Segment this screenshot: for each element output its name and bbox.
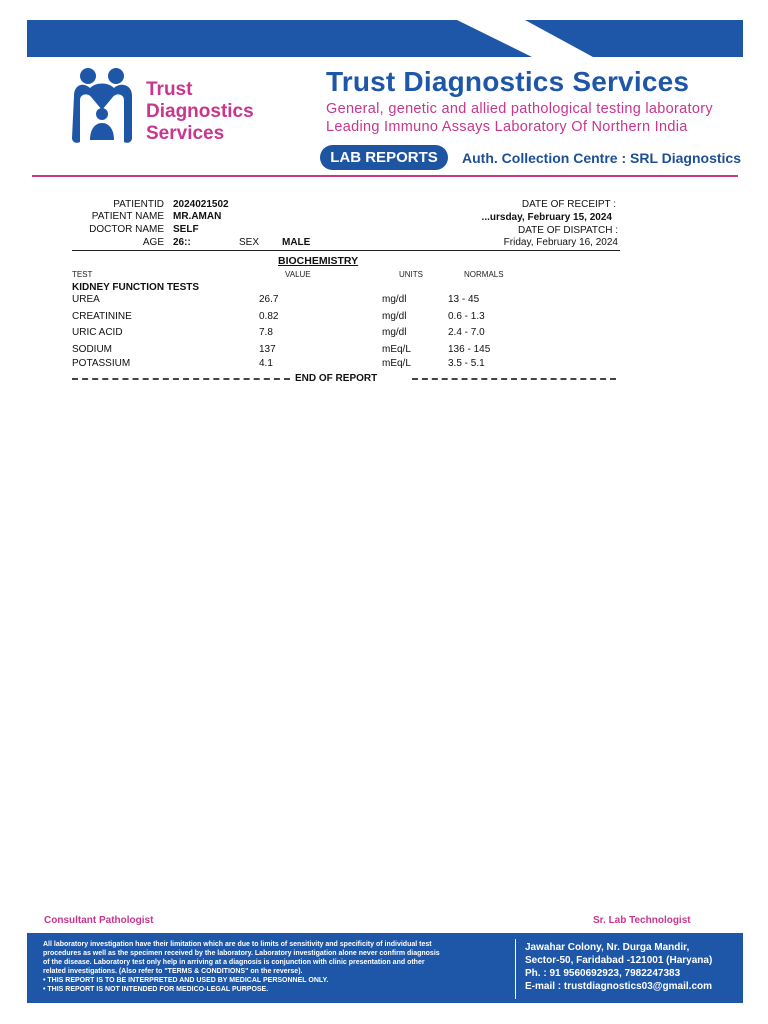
test-value: 7.8 [259, 327, 273, 338]
test-normal: 136 - 145 [448, 344, 491, 355]
test-value: 0.82 [259, 311, 279, 322]
sex-value: MALE [282, 237, 311, 248]
test-group-title: KIDNEY FUNCTION TESTS [72, 282, 200, 293]
receipt-date-value: ...ursday, February 15, 2024 [481, 212, 612, 223]
lab-technologist: Sr. Lab Technologist [593, 915, 691, 926]
address-line-1: Jawahar Colony, Nr. Durga Mandir, [525, 942, 690, 953]
test-normal: 2.4 - 7.0 [448, 327, 485, 338]
col-units: UNITS [399, 270, 423, 279]
test-name: POTASSIUM [72, 358, 131, 369]
test-unit: mEq/L [382, 358, 411, 369]
info-divider [72, 250, 620, 251]
header-divider [32, 175, 738, 177]
test-name: SODIUM [72, 344, 112, 355]
end-divider-left [72, 378, 290, 380]
test-normal: 13 - 45 [448, 294, 480, 305]
disclaimer [43, 940, 519, 994]
test-normal: 3.5 - 5.1 [448, 358, 485, 369]
test-name: URIC ACID [72, 327, 123, 338]
test-value: 137 [259, 344, 276, 355]
email: E-mail : trustdiagnostics03@gmail.com [525, 981, 713, 992]
age-value: 26:: [173, 237, 191, 248]
test-value: 26.7 [259, 294, 279, 305]
lab-subtitle-1: General, genetic and allied pathological testing laboratory [326, 101, 713, 117]
end-divider-right [412, 378, 616, 380]
disclaimer-line: related investigations. (Also refer to "TERMS & CONDITIONS" on the reverse). [43, 968, 303, 975]
end-of-report: END OF REPORT [295, 373, 378, 384]
header-band [27, 20, 743, 57]
dispatch-date-value: Friday, February 16, 2024 [503, 237, 618, 248]
disclaimer-line: • THIS REPORT IS NOT INTENDED FOR MEDICO-LEGAL PURPOSE. [43, 986, 269, 993]
test-unit: mg/dl [382, 294, 407, 305]
disclaimer-line: • THIS REPORT IS TO BE INTERPRETED AND USED BY MEDICAL PERSONNEL ONLY. [43, 977, 329, 984]
doctor-name-value: SELF [173, 224, 199, 235]
phone: Ph. : 91 9560692923, 7982247383 [525, 968, 681, 979]
patient-id-label: PATIENTID [113, 199, 164, 210]
disclaimer-line: All laboratory investigation have their limitation which are due to limits of sensitivity and specificity of individual test [43, 941, 432, 948]
disclaimer-line: of the disease. Laboratory test only help in arriving at a diagnosis is conjunction with clinic presentation and other [43, 959, 425, 966]
sex-label: SEX [239, 237, 260, 248]
lab-reports-badge: LAB REPORTS [320, 145, 448, 170]
logo-line-1: Trust [146, 79, 193, 100]
test-name: UREA [72, 294, 100, 305]
lab-title: Trust Diagnostics Services [326, 66, 690, 97]
doctor-name-label: DOCTOR NAME [89, 224, 164, 235]
dispatch-date-label: DATE OF DISPATCH : [517, 225, 618, 236]
patient-name-label: PATIENT NAME [91, 211, 164, 222]
col-normals: NORMALS [464, 270, 504, 279]
collection-centre: Auth. Collection Centre : SRL Diagnostics [462, 150, 741, 166]
contact-details [525, 941, 712, 993]
test-unit: mEq/L [382, 344, 411, 355]
col-test: TEST [72, 270, 93, 279]
section-title: BIOCHEMISTRY [278, 255, 359, 267]
logo-line-3: Services [146, 123, 225, 144]
age-label: AGE [142, 237, 164, 248]
family-logo-icon [70, 66, 134, 144]
disclaimer-line: procedures as well as the specimen received by the laboratory. Laboratory investigation alone never confirm diagnosis [43, 950, 440, 957]
test-value: 4.1 [259, 358, 273, 369]
test-unit: mg/dl [382, 327, 407, 338]
logo-line-2: Diagnostics [146, 101, 254, 122]
receipt-date-label: DATE OF RECEIPT : [521, 199, 616, 210]
patient-name-value: MR.AMAN [173, 211, 222, 222]
footer-divider [515, 939, 516, 999]
col-value: VALUE [285, 270, 311, 279]
address-line-2: Sector-50, Faridabad -121001 (Haryana) [525, 955, 713, 966]
footer-band [27, 933, 743, 1003]
test-name: CREATININE [72, 311, 132, 322]
test-unit: mg/dl [382, 311, 407, 322]
logo-wordmark [146, 79, 254, 145]
consultant-pathologist: Consultant Pathologist [44, 915, 154, 926]
lab-subtitle-2: Leading Immuno Assays Laboratory Of Northern India [326, 119, 688, 135]
test-normal: 0.6 - 1.3 [448, 311, 485, 322]
patient-id-value: 2024021502 [173, 199, 229, 210]
